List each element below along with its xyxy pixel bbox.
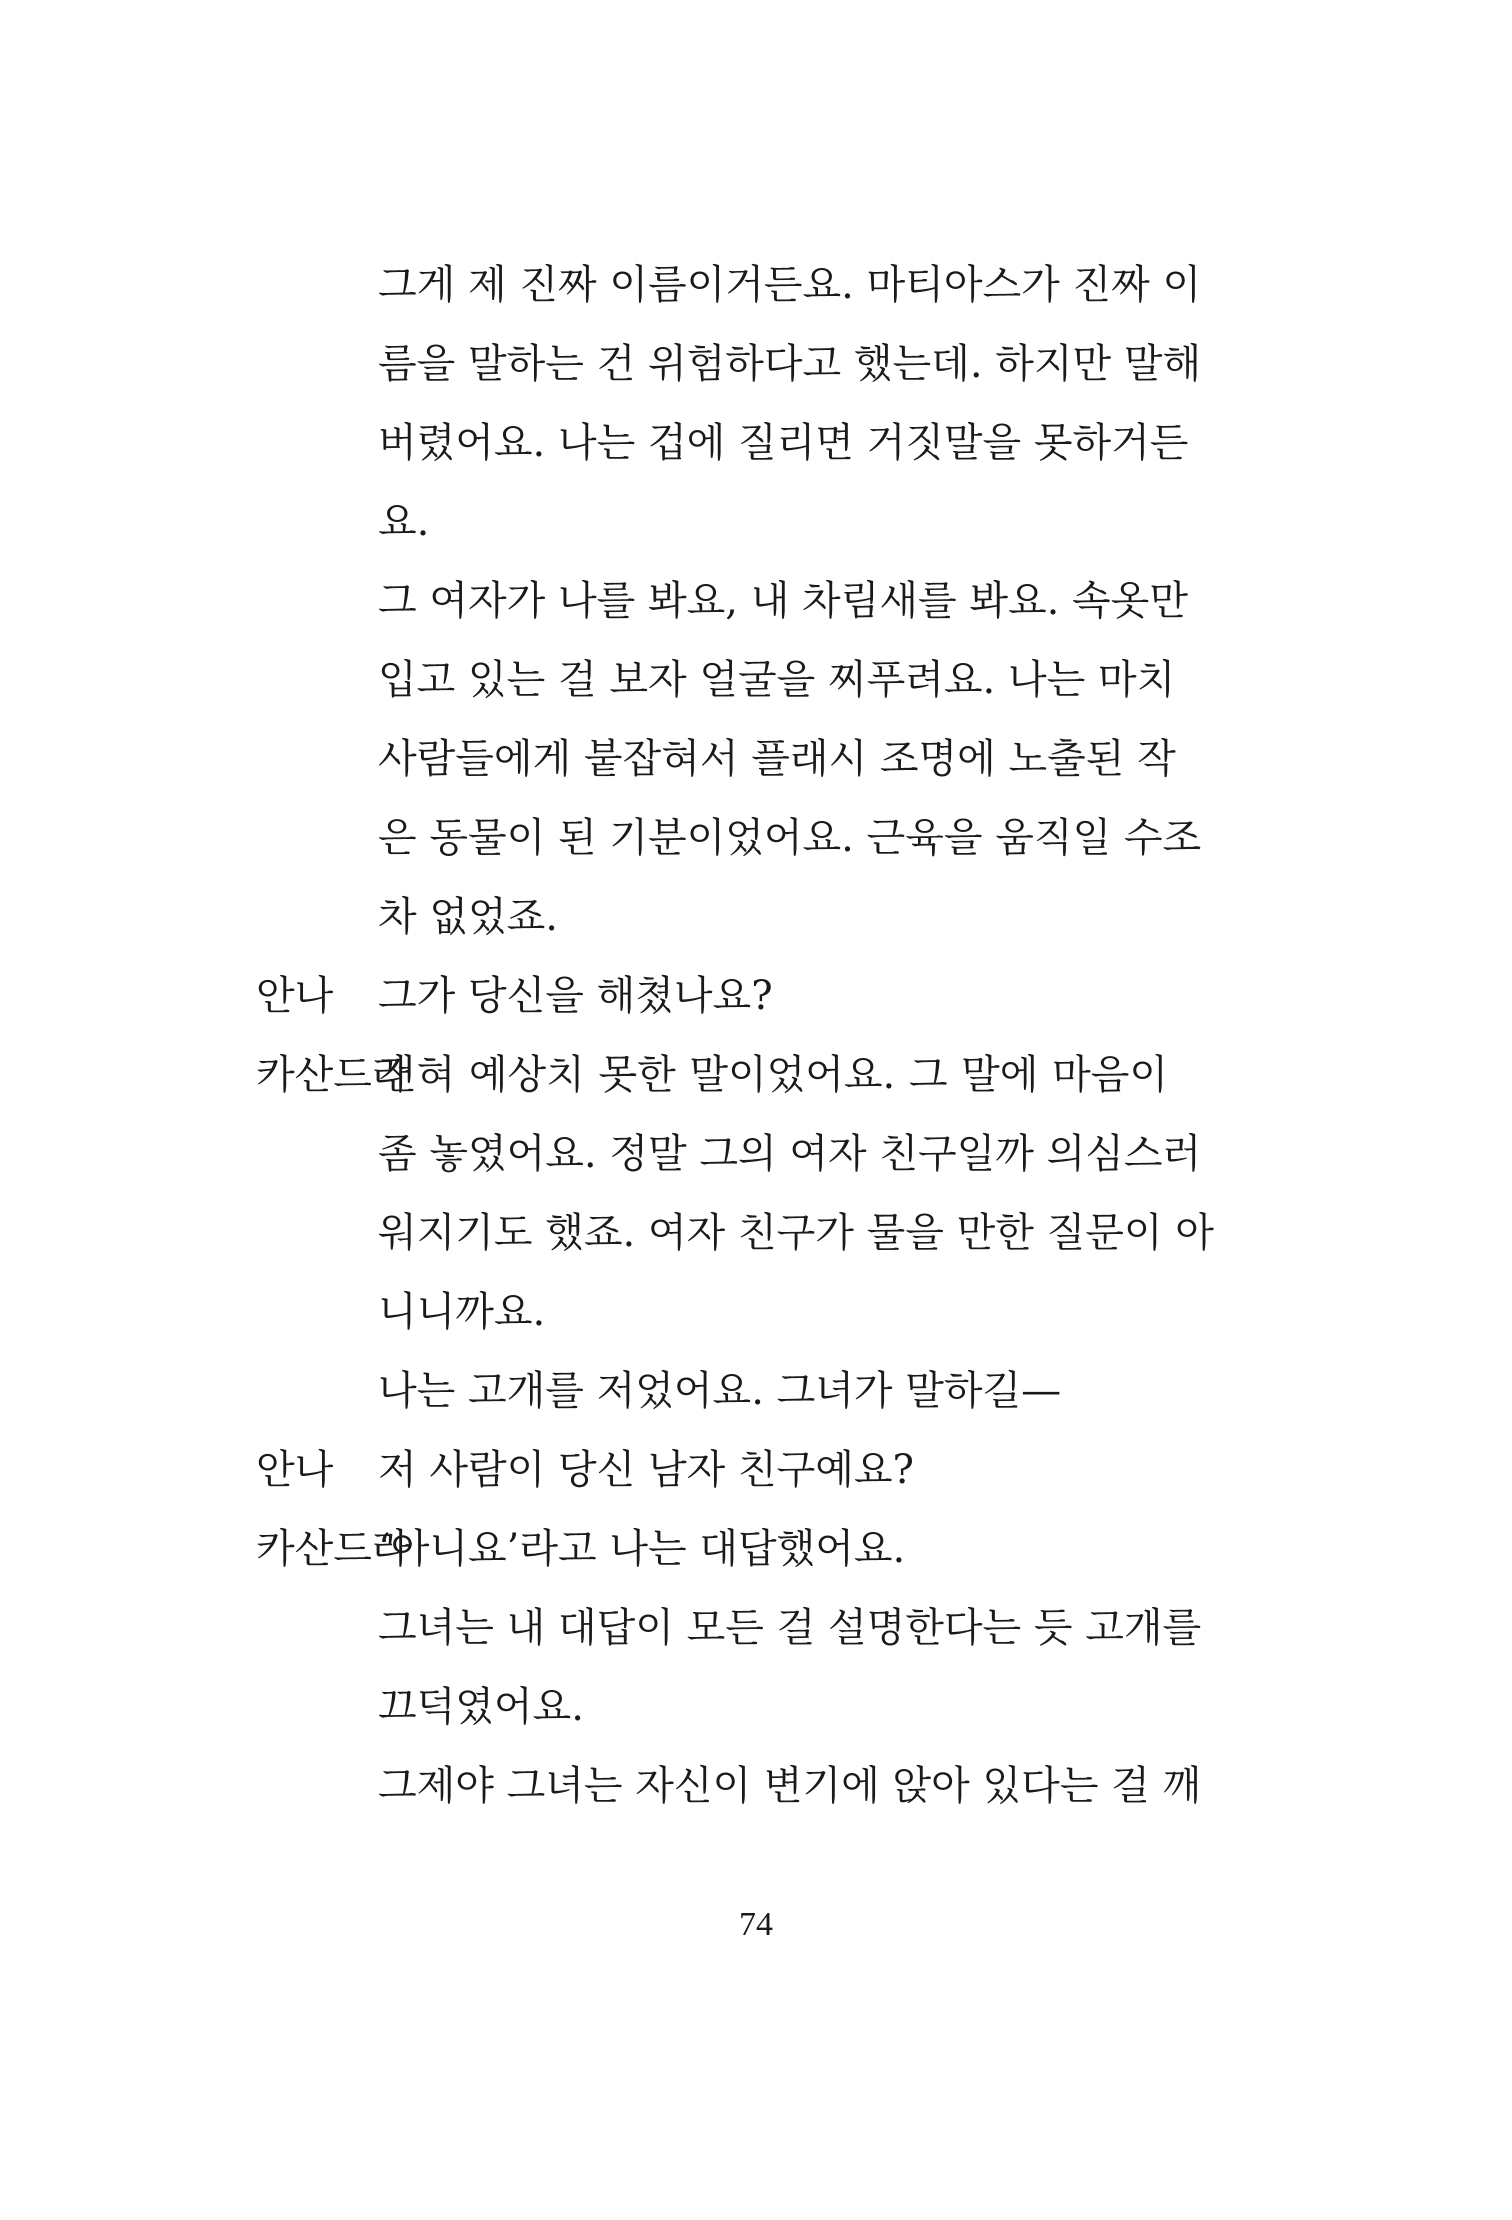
text-line: 끄덕였어요. [378, 1684, 584, 1730]
dialogue-line: 전혀 예상치 못한 말이었어요. 그 말에 마음이 [378, 1052, 1168, 1098]
speaker-name: 안나 [256, 1447, 334, 1493]
text-line: 그녀는 내 대답이 모든 걸 설명한다는 듯 고개를 [378, 1605, 1202, 1651]
text-line: 그제야 그녀는 자신이 변기에 앉아 있다는 걸 깨 [378, 1763, 1202, 1809]
text-line: 워지기도 했죠. 여자 친구가 물을 만한 질문이 아 [378, 1210, 1214, 1256]
speaker-name: 카산드라 [256, 1052, 411, 1098]
text-line: 입고 있는 걸 보자 얼굴을 찌푸려요. 나는 마치 [378, 657, 1176, 703]
text-line: 차 없었죠. [378, 894, 558, 940]
text-line: 그게 제 진짜 이름이거든요. 마티아스가 진짜 이 [378, 262, 1202, 308]
text-line: 니니까요. [378, 1289, 546, 1335]
text-line: 그 여자가 나를 봐요, 내 차림새를 봐요. 속옷만 [378, 578, 1188, 624]
text-line: 버렸어요. 나는 겁에 질리면 거짓말을 못하거든 [378, 420, 1189, 466]
dialogue-line: 그가 당신을 해쳤나요? [378, 973, 773, 1019]
text-line: 좀 놓였어요. 정말 그의 여자 친구일까 의심스러 [378, 1131, 1202, 1177]
dialogue-line: 저 사람이 당신 남자 친구예요? [378, 1447, 914, 1493]
text-line: 름을 말하는 건 위험하다고 했는데. 하지만 말해 [378, 341, 1202, 387]
speaker-name: 안나 [256, 973, 334, 1019]
page-number: 74 [739, 1906, 773, 1943]
text-line: 나는 고개를 저었어요. 그녀가 말하길— [378, 1368, 1062, 1414]
text-line: 요. [378, 499, 430, 545]
dialogue-line: ‘아니요’라고 나는 대답했어요. [378, 1526, 906, 1572]
text-line: 은 동물이 된 기분이었어요. 근육을 움직일 수조 [378, 815, 1202, 861]
speaker-name: 카산드라 [256, 1526, 411, 1572]
text-line: 사람들에게 붙잡혀서 플래시 조명에 노출된 작 [378, 736, 1176, 782]
